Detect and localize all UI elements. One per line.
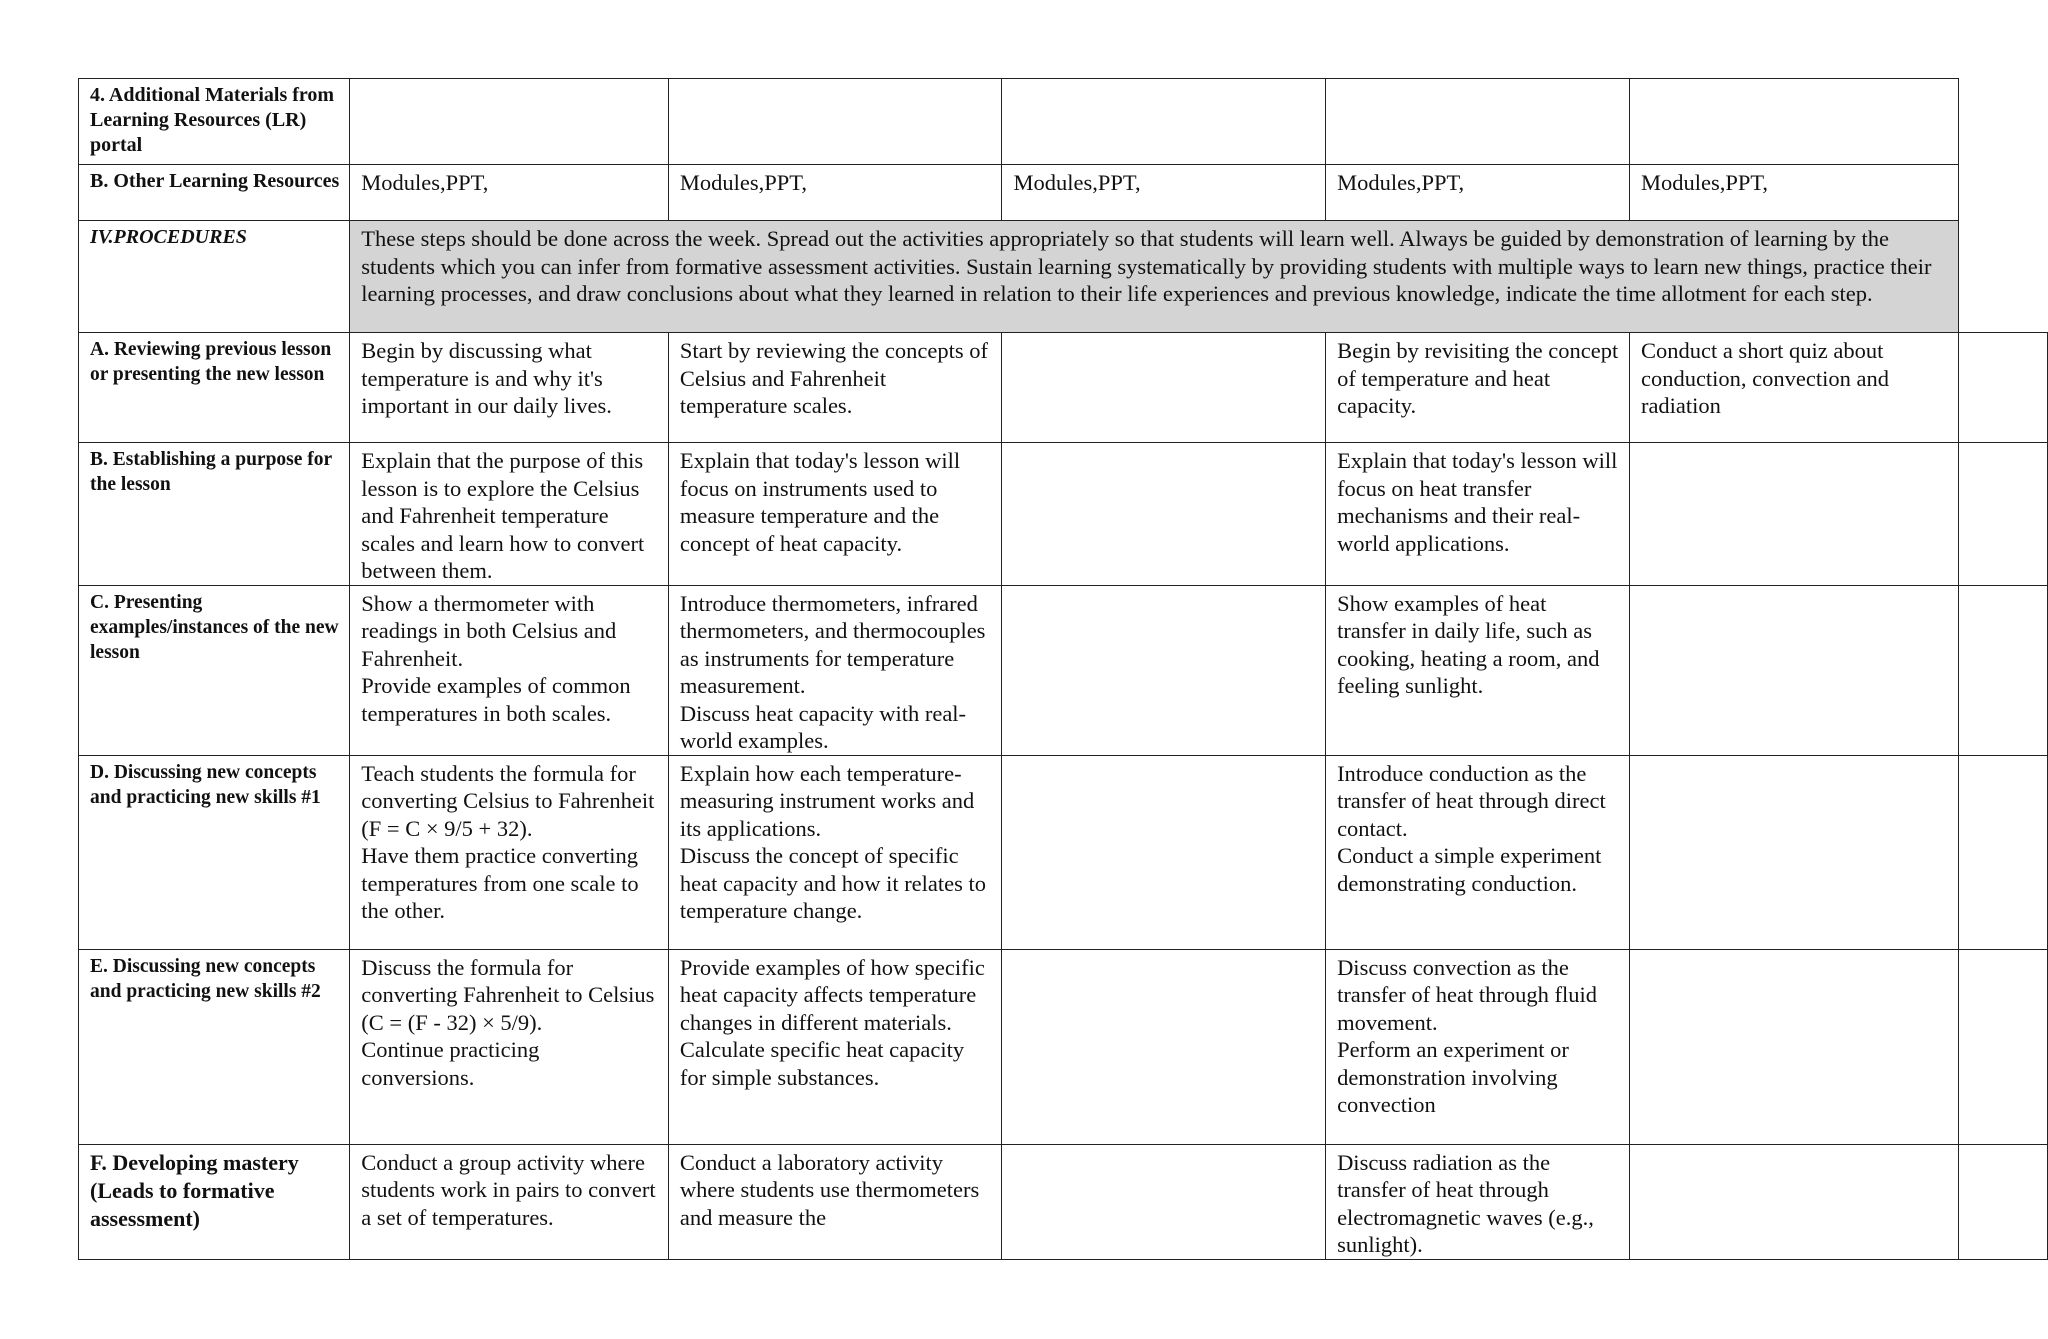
row-label-skills-1: D. Discussing new concepts and practicing new skills #1 (79, 755, 350, 949)
table-cell: Teach students the formula for converting Celsius to Fahrenheit (F = C × 9/5 + 32). Have them practice converting temperatures from one scale to the other. (350, 755, 669, 949)
lesson-log-table (78, 78, 2048, 1260)
table-cell (1002, 1144, 1326, 1259)
table-cell: Explain how each temperature-measuring instrument works and its applications. Discuss the concept of specific heat capacity and how it relates to temperature change. (668, 755, 1002, 949)
table-cell (1629, 1144, 1958, 1259)
table-cell: Introduce thermometers, infrared thermometers, and thermocouples as instruments for temperature measurement. Discuss heat capacity with real-world examples. (668, 585, 1002, 755)
row-label-purpose: B. Establishing a purpose for the lesson (79, 443, 350, 586)
table-cell: Modules,PPT, (1326, 165, 1630, 221)
table-cell (1002, 949, 1326, 1144)
row-other-resources (79, 165, 2048, 221)
table-cell: Show a thermometer with readings in both Celsius and Fahrenheit. Provide examples of common temperatures in both scales. (350, 585, 669, 755)
table-cell: Begin by discussing what temperature is and why it's important in our daily lives. (350, 333, 669, 443)
row-review (79, 333, 2048, 443)
table-cell: Conduct a group activity where students work in pairs to convert a set of temperatures. (350, 1144, 669, 1259)
row-label-mastery: F. Developing mastery (Leads to formative assessment) (79, 1144, 350, 1259)
table-cell: Start by reviewing the concepts of Celsius and Fahrenheit temperature scales. (668, 333, 1002, 443)
row-label-examples: C. Presenting examples/instances of the new lesson (79, 585, 350, 755)
row-mastery (79, 1144, 2048, 1259)
row-skills-1 (79, 755, 2048, 949)
table-cell (1629, 79, 1958, 165)
table-cell (1629, 755, 1958, 949)
table-cell: Discuss radiation as the transfer of heat through electromagnetic waves (e.g., sunlight). (1326, 1144, 1630, 1259)
table-cell (1629, 585, 1958, 755)
row-procedures (79, 221, 2048, 333)
table-cell-extra (1958, 585, 2047, 755)
table-cell-extra (1958, 949, 2047, 1144)
row-examples (79, 585, 2048, 755)
table-cell: Explain that today's lesson will focus on instruments used to measure temperature and the concept of heat capacity. (668, 443, 1002, 586)
table-cell (1629, 949, 1958, 1144)
table-margin (1958, 165, 2047, 221)
table-cell (1002, 585, 1326, 755)
table-cell-extra (1958, 333, 2047, 443)
row-label-procedures: IV.PROCEDURES (79, 221, 350, 333)
table-cell: Discuss convection as the transfer of heat through fluid movement. Perform an experiment or demonstration involving convection (1326, 949, 1630, 1144)
table-cell: Explain that the purpose of this lesson is to explore the Celsius and Fahrenheit temperature scales and learn how to convert between them. (350, 443, 669, 586)
table-cell (1629, 443, 1958, 586)
table-cell: Explain that today's lesson will focus on heat transfer mechanisms and their real-world applications. (1326, 443, 1630, 586)
table-cell: Modules,PPT, (1629, 165, 1958, 221)
table-cell-extra (1958, 1144, 2047, 1259)
table-cell: Modules,PPT, (1002, 165, 1326, 221)
table-cell: Conduct a laboratory activity where students use thermometers and measure the (668, 1144, 1002, 1259)
row-label-additional-materials: 4. Additional Materials from Learning Resources (LR) portal (79, 79, 350, 165)
table-cell (1326, 79, 1630, 165)
table-cell: Conduct a short quiz about conduction, convection and radiation (1629, 333, 1958, 443)
table-cell (1002, 333, 1326, 443)
row-label-review: A. Reviewing previous lesson or presenting the new lesson (79, 333, 350, 443)
row-skills-2 (79, 949, 2048, 1144)
row-label-skills-2: E. Discussing new concepts and practicing new skills #2 (79, 949, 350, 1144)
table-margin (1958, 79, 2047, 165)
procedures-instructions: These steps should be done across the week. Spread out the activities appropriately so that students will learn well. Always be guided by demonstration of learning by the students which you can infer from formative assessment activities. Sustain learning systematically by providing students with multiple ways to learn new things, practice their learning processes, and draw conclusions about what they learned in relation to their life experiences and previous knowledge, indicate the time allotment for each step. (350, 221, 1958, 333)
table-cell-extra (1958, 755, 2047, 949)
table-cell: Modules,PPT, (668, 165, 1002, 221)
row-additional-materials (79, 79, 2048, 165)
row-purpose (79, 443, 2048, 586)
table-cell: Modules,PPT, (350, 165, 669, 221)
table-cell (1002, 79, 1326, 165)
table-cell (1002, 443, 1326, 586)
table-cell: Discuss the formula for converting Fahrenheit to Celsius (C = (F - 32) × 5/9). Continue practicing conversions. (350, 949, 669, 1144)
row-label-other-resources: B. Other Learning Resources (79, 165, 350, 221)
table-cell: Provide examples of how specific heat capacity affects temperature changes in different materials. Calculate specific heat capacity for simple substances. (668, 949, 1002, 1144)
table-cell-extra (1958, 443, 2047, 586)
table-cell: Begin by revisiting the concept of temperature and heat capacity. (1326, 333, 1630, 443)
table-margin (1958, 221, 2047, 333)
table-cell (1002, 755, 1326, 949)
table-cell: Show examples of heat transfer in daily life, such as cooking, heating a room, and feeling sunlight. (1326, 585, 1630, 755)
table-cell: Introduce conduction as the transfer of heat through direct contact. Conduct a simple experiment demonstrating conduction. (1326, 755, 1630, 949)
table-cell (668, 79, 1002, 165)
table-cell (350, 79, 669, 165)
